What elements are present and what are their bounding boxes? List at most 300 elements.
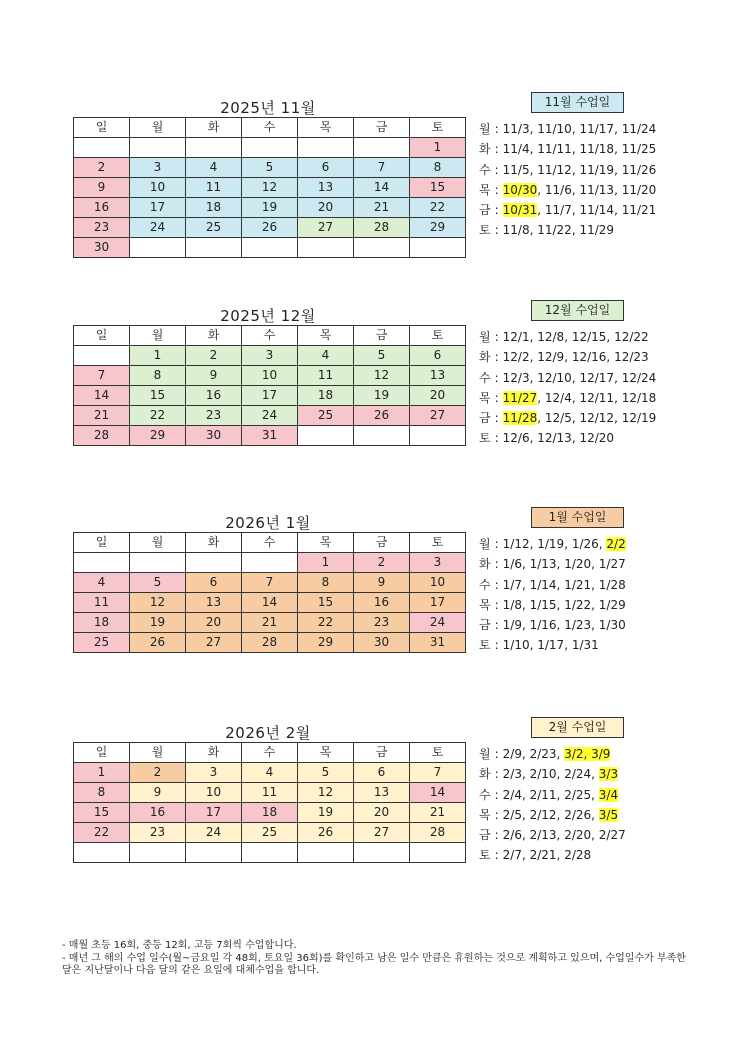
class-date: 11/13: [579, 182, 615, 197]
day-cell: 13: [298, 178, 354, 198]
weekday-header: 일: [74, 326, 130, 346]
class-date: 1/29: [598, 597, 626, 612]
day-cell: 26: [242, 218, 298, 238]
day-cell: 7: [410, 763, 466, 783]
day-cell: 31: [242, 426, 298, 446]
class-date: 2/21: [529, 848, 557, 863]
week-row: [74, 198, 466, 218]
day-cell: 30: [354, 633, 410, 653]
class-date: 2/28: [564, 848, 592, 863]
calendar-table: [73, 742, 466, 863]
day-cell: 8: [130, 366, 186, 386]
weekday-header: 목: [298, 118, 354, 138]
class-day-row: 금 : 11/28, 12/5, 12/12, 12/19: [479, 408, 656, 428]
day-cell: [74, 138, 130, 158]
class-date: 11/19: [579, 162, 615, 177]
weekday-label: 금: [479, 618, 491, 633]
day-cell: 25: [74, 633, 130, 653]
day-cell: 17: [410, 593, 466, 613]
class-date: 2/25: [564, 787, 592, 802]
class-day-row: 목 : 11/27, 12/4, 12/11, 12/18: [479, 388, 656, 408]
weekday-header: 금: [354, 118, 410, 138]
class-date: 12/2: [502, 350, 530, 365]
day-cell: 16: [130, 803, 186, 823]
day-cell: [354, 238, 410, 258]
class-day-row: 월 : 12/1, 12/8, 12/15, 12/22: [479, 327, 656, 347]
day-cell: 4: [74, 573, 130, 593]
day-cell: 22: [298, 613, 354, 633]
week-row: [74, 138, 466, 158]
class-date: 2/24: [564, 767, 592, 782]
class-date: 1/6: [502, 557, 522, 572]
weekday-label: 화: [479, 557, 491, 572]
day-cell: 31: [410, 633, 466, 653]
weekday-label: 토: [479, 848, 491, 863]
week-row: [74, 406, 466, 426]
day-cell: [354, 138, 410, 158]
class-date: 11/3: [502, 122, 530, 136]
day-cell: 11: [74, 593, 130, 613]
day-cell: 26: [130, 633, 186, 653]
weekday-label: 토: [479, 638, 491, 653]
day-cell: [186, 553, 242, 573]
class-date: 12/9: [537, 350, 565, 365]
day-cell: 13: [354, 783, 410, 803]
day-cell: 24: [242, 406, 298, 426]
class-date: 2/10: [529, 767, 557, 782]
class-date: 3/4: [598, 787, 619, 802]
month-block: [73, 722, 743, 912]
class-date: 1/13: [529, 557, 557, 572]
weekday-header: 수: [242, 326, 298, 346]
weekday-header: 월: [130, 533, 186, 553]
day-cell: 17: [130, 198, 186, 218]
day-cell: [298, 238, 354, 258]
class-day-row: 금 : 10/31, 11/7, 11/14, 11/21: [479, 200, 656, 220]
day-cell: 19: [298, 803, 354, 823]
note-line-1: - 매월 초등 16회, 중등 12회, 고등 7회씩 수업합니다.: [62, 940, 297, 951]
day-cell: 5: [130, 573, 186, 593]
class-date: 11/5: [502, 162, 530, 177]
class-date: 12/13: [537, 431, 572, 446]
week-row: [74, 803, 466, 823]
class-days-list: [479, 744, 626, 866]
day-cell: [298, 426, 354, 446]
class-day-row: 목 : 2/5, 2/12, 2/26, 3/5: [479, 805, 626, 825]
calendar-table: [73, 325, 466, 446]
day-cell: 19: [130, 613, 186, 633]
day-cell: 25: [186, 218, 242, 238]
week-row: [74, 426, 466, 446]
weekday-label: 수: [479, 787, 491, 802]
class-date: 11/21: [621, 203, 657, 218]
class-date: 1/10: [502, 638, 530, 653]
class-date: 12/19: [621, 411, 657, 426]
day-cell: [186, 238, 242, 258]
day-cell: 6: [354, 763, 410, 783]
day-cell: 9: [74, 178, 130, 198]
class-date: 12/18: [621, 390, 657, 405]
class-day-row: 수 : 12/3, 12/10, 12/17, 12/24: [479, 368, 656, 388]
day-cell: 15: [298, 593, 354, 613]
weekday-header: 수: [242, 118, 298, 138]
day-cell: 9: [354, 573, 410, 593]
weekday-header-row: [74, 326, 466, 346]
weekday-label: 목: [479, 390, 491, 405]
class-date: 2/3: [502, 767, 522, 782]
day-cell: 18: [74, 613, 130, 633]
day-cell: 12: [242, 178, 298, 198]
class-date: 12/16: [571, 350, 607, 365]
day-cell: 1: [74, 763, 130, 783]
day-cell: 24: [186, 823, 242, 843]
class-date: 1/26: [571, 537, 599, 551]
class-date: 12/22: [614, 330, 649, 344]
class-date: 12/6: [502, 431, 530, 446]
day-cell: 24: [410, 613, 466, 633]
class-date: 12/8: [537, 330, 565, 344]
day-cell: 21: [410, 803, 466, 823]
day-cell: [410, 426, 466, 446]
class-date: 11/26: [621, 162, 657, 177]
weekday-label: 목: [479, 182, 491, 197]
class-date: 2/11: [529, 787, 557, 802]
week-row: [74, 633, 466, 653]
class-date: 3/2, 3/9: [564, 747, 611, 761]
day-cell: 2: [130, 763, 186, 783]
class-day-row: 토 : 12/6, 12/13, 12/20: [479, 428, 656, 448]
class-day-row: 화 : 1/6, 1/13, 1/20, 1/27: [479, 554, 626, 574]
class-date: 11/24: [621, 122, 657, 136]
month-title: 2026년 2월: [225, 724, 311, 742]
weekday-header: 화: [186, 118, 242, 138]
weekday-label: 수: [479, 577, 491, 592]
class-date: 11/12: [537, 162, 572, 177]
weekday-header: 화: [186, 743, 242, 763]
day-cell: [410, 238, 466, 258]
weekday-header: 토: [410, 533, 466, 553]
weekday-header: 토: [410, 326, 466, 346]
day-cell: 7: [74, 366, 130, 386]
class-date: 1/12: [502, 537, 530, 551]
day-cell: 23: [130, 823, 186, 843]
day-cell: 26: [354, 406, 410, 426]
class-date: 12/3: [502, 370, 530, 385]
week-row: [74, 823, 466, 843]
class-date: 11/29: [579, 223, 615, 238]
weekday-label: 금: [479, 203, 491, 218]
day-cell: 4: [242, 763, 298, 783]
day-cell: 20: [354, 803, 410, 823]
day-cell: 6: [410, 346, 466, 366]
class-day-row: 토 : 11/8, 11/22, 11/29: [479, 220, 656, 240]
weekday-header: 목: [298, 533, 354, 553]
day-cell: 3: [410, 553, 466, 573]
class-day-row: 수 : 11/5, 11/12, 11/19, 11/26: [479, 160, 656, 180]
day-cell: 14: [354, 178, 410, 198]
month-title: 2026년 1월: [225, 514, 311, 532]
day-cell: 5: [354, 346, 410, 366]
day-cell: [186, 138, 242, 158]
day-cell: 26: [298, 823, 354, 843]
weekday-header: 일: [74, 118, 130, 138]
day-cell: 28: [354, 218, 410, 238]
weekday-header: 목: [298, 326, 354, 346]
calendar-table: [73, 532, 466, 653]
notes-section: [62, 940, 692, 978]
class-date: 2/2: [606, 537, 626, 551]
class-date: 1/7: [502, 577, 522, 592]
class-day-row: 수 : 1/7, 1/14, 1/21, 1/28: [479, 575, 626, 595]
day-cell: 11: [298, 366, 354, 386]
class-date: 2/26: [564, 807, 592, 822]
class-date: 11/17: [579, 122, 615, 136]
weekday-header: 월: [130, 118, 186, 138]
day-cell: 4: [186, 158, 242, 178]
class-date: 11/28: [502, 411, 538, 426]
day-cell: 10: [410, 573, 466, 593]
day-cell: [410, 843, 466, 863]
weekday-label: 토: [479, 223, 491, 238]
class-date: 11/11: [537, 142, 572, 157]
week-row: [74, 158, 466, 178]
day-cell: 23: [74, 218, 130, 238]
week-row: [74, 238, 466, 258]
class-date: 1/19: [537, 537, 565, 551]
class-date: 11/20: [621, 182, 657, 197]
day-cell: 25: [242, 823, 298, 843]
day-cell: 29: [298, 633, 354, 653]
class-date: 10/30: [502, 182, 538, 197]
class-date: 1/16: [529, 618, 557, 633]
class-date: 12/4: [544, 390, 572, 405]
day-cell: 27: [186, 633, 242, 653]
class-day-row: 금 : 1/9, 1/16, 1/23, 1/30: [479, 615, 626, 635]
day-cell: 16: [186, 386, 242, 406]
day-cell: 30: [186, 426, 242, 446]
day-cell: 23: [354, 613, 410, 633]
class-date: 1/27: [598, 557, 626, 572]
weekday-header-row: [74, 118, 466, 138]
day-cell: 16: [354, 593, 410, 613]
class-day-row: 월 : 1/12, 1/19, 1/26, 2/2: [479, 534, 626, 554]
day-cell: 6: [186, 573, 242, 593]
class-date: 12/15: [571, 330, 607, 344]
day-cell: 24: [130, 218, 186, 238]
day-cell: 1: [410, 138, 466, 158]
class-date: 11/8: [502, 223, 530, 238]
day-cell: 15: [74, 803, 130, 823]
day-cell: 5: [298, 763, 354, 783]
weekday-label: 목: [479, 807, 491, 822]
class-date: 11/25: [621, 142, 657, 157]
weekday-header-row: [74, 743, 466, 763]
class-date: 1/15: [529, 597, 557, 612]
week-row: [74, 593, 466, 613]
class-date: 12/24: [621, 370, 657, 385]
day-cell: 22: [74, 823, 130, 843]
class-date: 3/5: [598, 807, 619, 822]
day-cell: [242, 553, 298, 573]
month-block: [73, 512, 743, 702]
day-cell: 15: [130, 386, 186, 406]
class-days-list: [479, 327, 656, 449]
day-cell: 1: [130, 346, 186, 366]
class-date: 1/8: [502, 597, 522, 612]
day-cell: 25: [298, 406, 354, 426]
day-cell: 10: [186, 783, 242, 803]
class-date: 1/20: [564, 557, 592, 572]
day-cell: 4: [298, 346, 354, 366]
day-cell: 21: [354, 198, 410, 218]
week-row: [74, 366, 466, 386]
day-cell: 6: [298, 158, 354, 178]
day-cell: 5: [242, 158, 298, 178]
day-cell: 11: [242, 783, 298, 803]
day-cell: 18: [298, 386, 354, 406]
weekday-header: 월: [130, 743, 186, 763]
month-block: [73, 305, 743, 495]
class-date: 11/22: [537, 223, 572, 238]
day-cell: 17: [242, 386, 298, 406]
class-date: 2/9: [502, 747, 522, 761]
week-row: [74, 783, 466, 803]
weekday-label: 화: [479, 350, 491, 365]
class-date: 12/1: [502, 330, 530, 344]
week-row: [74, 763, 466, 783]
class-date: 12/20: [579, 431, 615, 446]
day-cell: 9: [186, 366, 242, 386]
class-days-label: 11월 수업일: [531, 92, 624, 113]
day-cell: [298, 843, 354, 863]
weekday-header: 수: [242, 533, 298, 553]
day-cell: 2: [74, 158, 130, 178]
day-cell: 27: [410, 406, 466, 426]
class-date: 12/17: [579, 370, 615, 385]
weekday-header-row: [74, 533, 466, 553]
class-date: 12/12: [579, 411, 615, 426]
class-date: 11/14: [579, 203, 615, 218]
day-cell: [186, 843, 242, 863]
day-cell: 28: [242, 633, 298, 653]
class-date: 11/18: [579, 142, 615, 157]
weekday-header: 토: [410, 743, 466, 763]
day-cell: 2: [186, 346, 242, 366]
day-cell: 27: [298, 218, 354, 238]
day-cell: [130, 843, 186, 863]
weekday-header: 수: [242, 743, 298, 763]
month-block: [73, 97, 743, 287]
class-date: 12/23: [614, 350, 649, 365]
day-cell: 27: [354, 823, 410, 843]
weekday-header: 화: [186, 326, 242, 346]
day-cell: 12: [354, 366, 410, 386]
weekday-label: 금: [479, 828, 491, 843]
day-cell: 30: [74, 238, 130, 258]
day-cell: 20: [298, 198, 354, 218]
weekday-header: 일: [74, 533, 130, 553]
day-cell: 7: [354, 158, 410, 178]
day-cell: 20: [186, 613, 242, 633]
calendar-table: [73, 117, 466, 258]
weekday-label: 월: [479, 747, 491, 761]
class-day-row: 토 : 1/10, 1/17, 1/31: [479, 635, 626, 655]
day-cell: 2: [354, 553, 410, 573]
month-title: 2025년 11월: [220, 99, 316, 117]
class-date: 11/7: [544, 203, 572, 218]
day-cell: 18: [242, 803, 298, 823]
day-cell: 29: [130, 426, 186, 446]
weekday-header: 금: [354, 326, 410, 346]
day-cell: 19: [354, 386, 410, 406]
class-date: 1/22: [564, 597, 592, 612]
day-cell: 3: [242, 346, 298, 366]
day-cell: 3: [130, 158, 186, 178]
day-cell: [74, 553, 130, 573]
day-cell: [242, 238, 298, 258]
class-date: 1/17: [537, 638, 565, 653]
weekday-label: 수: [479, 370, 491, 385]
week-row: [74, 573, 466, 593]
class-day-row: 화 : 2/3, 2/10, 2/24, 3/3: [479, 764, 626, 784]
week-row: [74, 178, 466, 198]
class-day-row: 월 : 11/3, 11/10, 11/17, 11/24: [479, 119, 656, 139]
day-cell: 19: [242, 198, 298, 218]
day-cell: 21: [242, 613, 298, 633]
day-cell: 1: [298, 553, 354, 573]
class-date: 11/27: [502, 390, 538, 405]
class-date: 10/31: [502, 203, 538, 218]
day-cell: 3: [186, 763, 242, 783]
class-days-list: [479, 119, 656, 241]
class-date: 1/23: [564, 618, 592, 633]
day-cell: [130, 138, 186, 158]
weekday-header: 화: [186, 533, 242, 553]
weekday-label: 수: [479, 162, 491, 177]
weekday-header: 월: [130, 326, 186, 346]
day-cell: 10: [130, 178, 186, 198]
class-date: 2/13: [529, 828, 557, 843]
class-date: 11/4: [502, 142, 530, 157]
class-day-row: 화 : 12/2, 12/9, 12/16, 12/23: [479, 347, 656, 367]
day-cell: 9: [130, 783, 186, 803]
day-cell: 8: [410, 158, 466, 178]
class-day-row: 목 : 1/8, 1/15, 1/22, 1/29: [479, 595, 626, 615]
weekday-label: 월: [479, 537, 491, 551]
class-date: 2/4: [502, 787, 522, 802]
class-date: 12/11: [579, 390, 615, 405]
day-cell: 11: [186, 178, 242, 198]
weekday-label: 금: [479, 411, 491, 426]
note-line-2: - 매년 그 해의 수업 일수(월~금요일 각 48회, 토요일 36회)를 확인하고 남은 일수 만큼은 휴원하는 것으로 계획하고 있으며, 수업일수가 부족한 달은 지난달이나 다음 달의 같은 요일에 대체수업을 합니다.: [62, 952, 690, 976]
day-cell: 20: [410, 386, 466, 406]
day-cell: 23: [186, 406, 242, 426]
day-cell: 13: [410, 366, 466, 386]
day-cell: 29: [410, 218, 466, 238]
day-cell: [354, 843, 410, 863]
day-cell: [130, 553, 186, 573]
class-date: 2/23: [529, 747, 557, 761]
day-cell: 28: [74, 426, 130, 446]
week-row: [74, 613, 466, 633]
day-cell: [74, 346, 130, 366]
day-cell: [74, 843, 130, 863]
class-day-row: 월 : 2/9, 2/23, 3/2, 3/9: [479, 744, 626, 764]
class-day-row: 목 : 10/30, 11/6, 11/13, 11/20: [479, 180, 656, 200]
class-days-label: 12월 수업일: [531, 300, 624, 321]
class-date: 3/3: [598, 767, 619, 782]
class-day-row: 수 : 2/4, 2/11, 2/25, 3/4: [479, 785, 626, 805]
